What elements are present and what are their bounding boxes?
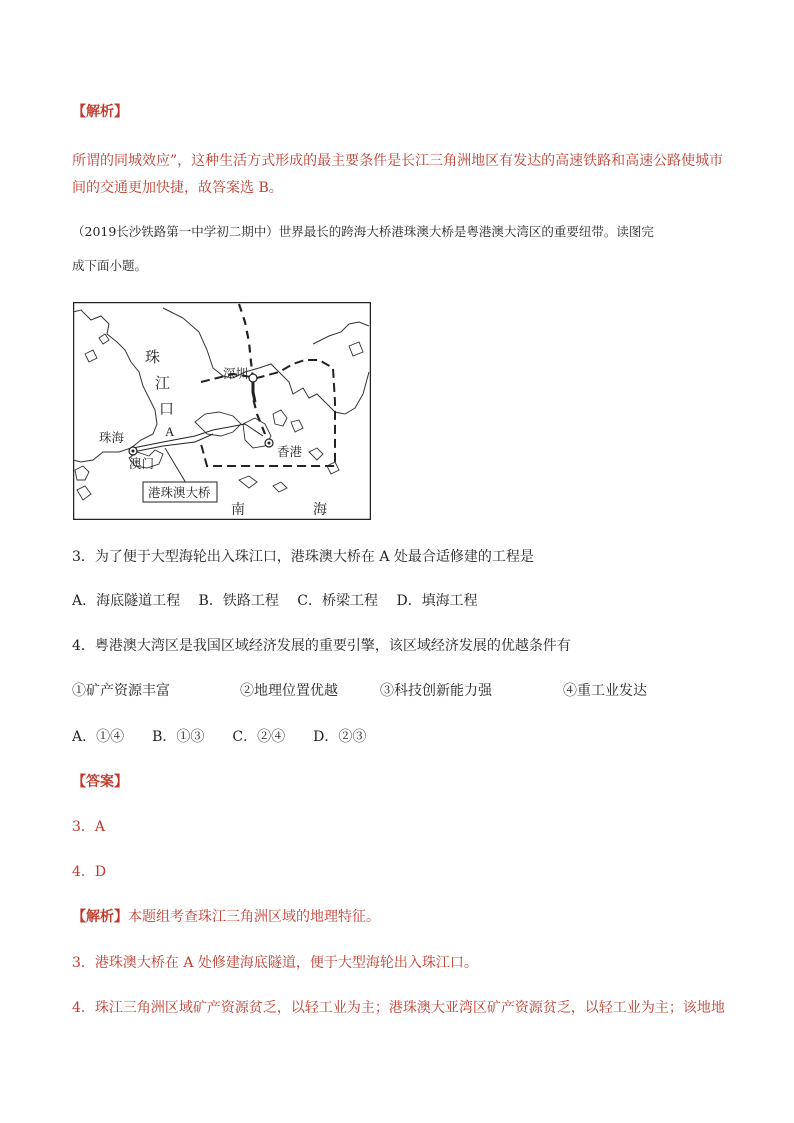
label-hai: 海 xyxy=(313,503,327,518)
analysis2-line-4: 4．珠江三角洲区域矿产资源贫乏，以轻工业为主；港珠澳大亚湾区矿产资源贫乏，以轻工业为主；该地地 xyxy=(72,1000,725,1016)
analysis-line-1: 所谓的同城效应”，这种生活方式形成的最主要条件是长江三角洲地区有发达的高速铁路和高速公路使城市 xyxy=(72,153,724,169)
label-aomen: 澳门 xyxy=(129,457,155,471)
label-nan: 南 xyxy=(231,503,245,518)
label-bridge: 港珠澳大桥 xyxy=(148,486,211,500)
label-kou: 口 xyxy=(159,402,175,418)
analysis2-heading-row xyxy=(72,907,380,927)
answer-4: 4．D xyxy=(72,864,107,880)
answer-3: 3．A xyxy=(72,819,106,835)
label-zhuhai: 珠海 xyxy=(99,431,125,445)
hong-kong-marker-dot xyxy=(268,442,271,445)
question-4-item-4: ④重工业发达 xyxy=(563,683,647,699)
analysis2-heading-tail: 本题组考查珠江三角洲区域的地理特征。 xyxy=(128,909,380,925)
zhuhai-marker-dot xyxy=(132,450,135,453)
question-3-stem: 3．为了便于大型海轮出入珠江口，港珠澳大桥在 A 处最合适修建的工程是 xyxy=(72,549,534,565)
analysis2-heading: 【解析】 xyxy=(72,909,128,925)
answer-heading: 【答案】 xyxy=(72,774,128,790)
label-a: A xyxy=(165,424,175,439)
question-4-item-3: ③科技创新能力强 xyxy=(380,683,492,699)
intro-line-1: （2019长沙铁路第一中学初二期中）世界最长的跨海大桥港珠澳大桥是粤港澳大湾区的重要纽带。读图完 xyxy=(72,224,654,239)
question-3-options: A．海底隧道工程 B．铁路工程 C．桥梁工程 D．填海工程 xyxy=(72,593,478,609)
label-xianggang: 香港 xyxy=(277,445,303,459)
analysis-heading: 【解析】 xyxy=(72,104,128,120)
analysis2-line-3: 3．港珠澳大桥在 A 处修建海底隧道，便于大型海轮出入珠江口。 xyxy=(72,955,478,971)
label-jiang: 江 xyxy=(155,376,171,392)
question-4-item-1: ①矿产资源丰富 xyxy=(72,683,170,699)
question-4-stem: 4．粤港澳大湾区是我国区域经济发展的重要引擎，该区域经济发展的优越条件有 xyxy=(72,638,571,654)
analysis-line-2: 间的交通更加快捷，故答案选 B。 xyxy=(72,180,283,196)
label-zhu: 珠 xyxy=(145,350,161,366)
pearl-river-delta-map xyxy=(73,302,371,520)
map-frame xyxy=(74,303,371,520)
question-4-options: A．①④ B．①③ C．②④ D．②③ xyxy=(72,729,367,745)
label-shenzhen: 深圳 xyxy=(223,367,249,381)
question-4-item-2: ②地理位置优越 xyxy=(240,683,338,699)
shenzhen-marker xyxy=(249,374,257,382)
intro-line-2: 成下面小题。 xyxy=(72,258,148,273)
